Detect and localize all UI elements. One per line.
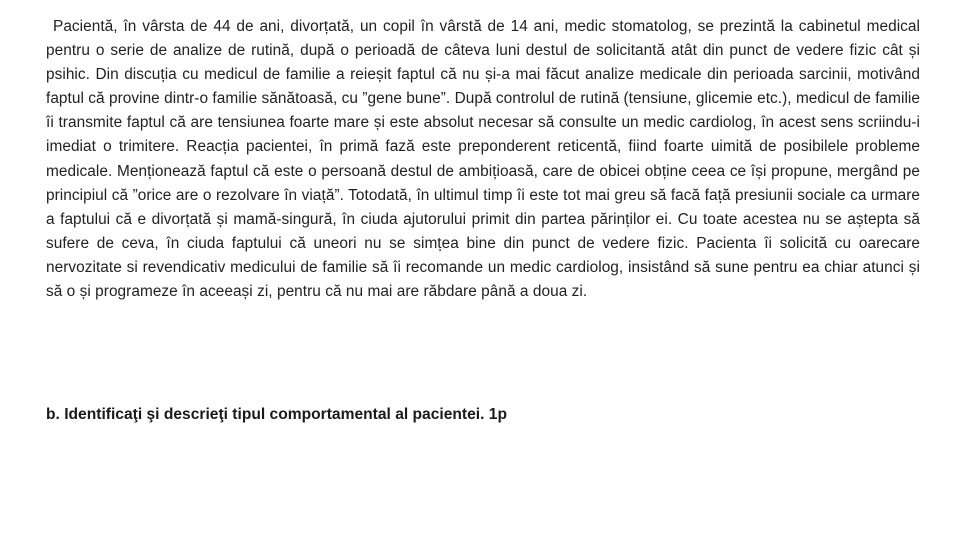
case-description-paragraph: Pacientă, în vârsta de 44 de ani, divorțată, un copil în vârstă de 14 ani, medic stomatolog, se prezintă la cabinetul medical pentru o serie de analize de rutină, după o perioadă de câteva luni destul de solicitantă atât din punct de vedere fizic cât și psihic. Din discuția cu medicul de familie a reieșit faptul că nu și-a mai făcut analize medicale din perioada sarcinii, motivând faptul că provine dintr-o familie sănătoasă, cu ”gene bune”. După controlul de rutină (tensiune, glicemie etc.), medicul de familie îi transmite faptul că are tensiunea foarte mare și este absolut necesar să consulte un medic cardiolog, în acest sens scriindu-i imediat o trimitere. Reacția pacientei, în primă fază este preponderent reticentă, fiind foarte uimită de posibilele probleme medicale. Menționează faptul că este o persoană destul de ambițioasă, care de obicei obține ceea ce își propune, mergând pe principiul că ”orice are o rezolvare în viață”. Totodată, în ultimul timp îi este tot mai greu să facă față presiunii sociale ca urmare a faptului că e divorțată și mamă-singură, în ciuda ajutorului primit din partea părinților ei. Cu toate acestea nu se aștepta să sufere de ceva, în ciuda faptului că uneori nu se simțea bine din punct de vedere fizic. Pacienta îi solicită cu oarecare nervozitate si revendicativ medicului de familie să îi recomande un medic cardiolog, insistând să sune pentru ea chiar atunci și să o și programeze în aceeași zi, pentru că nu mai are răbdare până a doua zi. <box>46 18 921 301</box>
question-prompt: b. Identificaţi şi descrieţi tipul comportamental al pacientei. 1p <box>46 406 507 423</box>
